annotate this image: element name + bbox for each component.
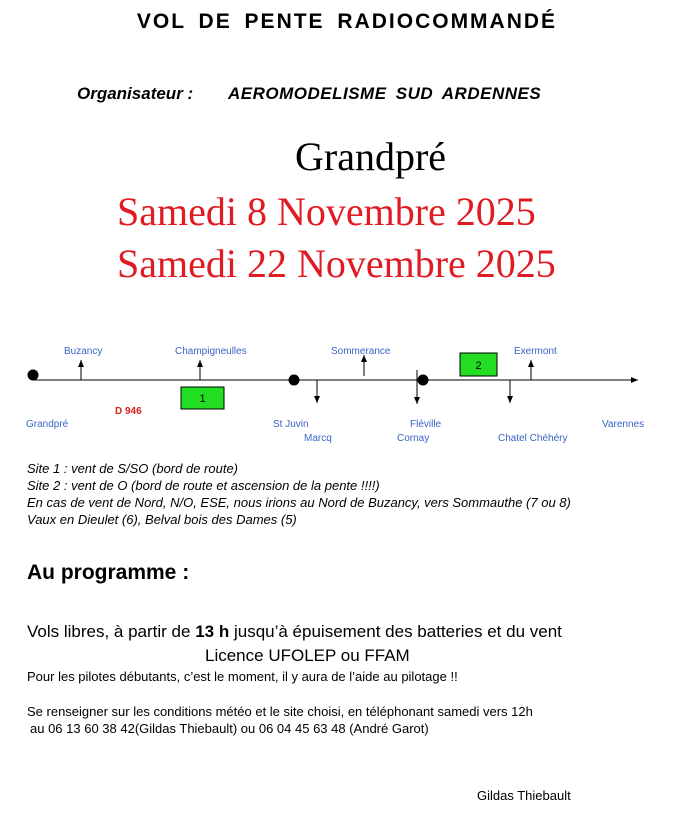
place-chatel-chehery: Chatel Chéhéry — [498, 433, 568, 444]
event-city: Grandpré — [295, 134, 447, 179]
place-marcq: Marcq — [304, 433, 332, 444]
programme-heading: Au programme : — [27, 561, 190, 584]
site-1-number: 1 — [199, 393, 206, 405]
place-buzancy: Buzancy — [64, 346, 103, 357]
contact-line-2: au 06 13 60 38 42(Gildas Thiebault) ou 06 04 45 63 48 (André Garot) — [30, 721, 429, 736]
programme-pilotes: Pour les pilotes débutants, c’est le moment, il y aura de l’aide au pilotage !! — [27, 669, 458, 684]
document-title: VOL DE PENTE RADIOCOMMANDÉ — [136, 10, 558, 33]
event-date-2: Samedi 22 Novembre 2025 — [117, 241, 556, 286]
contact-line-1: Se renseigner sur les conditions météo et le site choisi, en téléphonant samedi vers 12h — [27, 704, 533, 719]
programme-licence: Licence UFOLEP ou FFAM — [205, 646, 410, 665]
note-alternatives: Vaux en Dieulet (6), Belval bois des Dames (5) — [27, 512, 297, 527]
place-varennes: Varennes — [602, 419, 645, 430]
note-site-1: Site 1 : vent de S/SO (bord de route) — [27, 461, 239, 476]
place-sommerance: Sommerance — [331, 346, 391, 357]
place-champigneulles: Champigneulles — [175, 346, 247, 357]
place-cornay: Cornay — [397, 433, 430, 444]
fleville-dot — [418, 375, 429, 386]
note-north-wind: En cas de vent de Nord, N/O, ESE, nous irions au Nord de Buzancy, vers Sommauthe (7 ou 8) — [27, 495, 571, 510]
event-date-1: Samedi 8 Novembre 2025 — [117, 189, 536, 234]
programme-vols — [27, 622, 562, 642]
st-juvin-dot — [289, 375, 300, 386]
site-notes — [27, 460, 571, 528]
vols-text-before: Vols libres, à partir de — [27, 622, 196, 641]
grandpre-dot — [28, 370, 39, 381]
note-site-2: Site 2 : vent de O (bord de route et ascension de la pente !!!!) — [27, 478, 380, 493]
place-grandpre: Grandpré — [26, 419, 69, 430]
vols-time: 13 h — [195, 622, 230, 641]
vols-text-after: jusqu’à épuisement des batteries et du vent — [229, 622, 562, 641]
signature: Gildas Thiebault — [477, 788, 571, 803]
organizer-name: AEROMODELISME SUD ARDENNES — [228, 84, 542, 103]
place-st-juvin: St Juvin — [273, 419, 309, 430]
route-map — [0, 330, 682, 455]
site-2-number: 2 — [475, 360, 482, 372]
place-exermont: Exermont — [514, 346, 557, 357]
road-label: D 946 — [115, 406, 142, 417]
organizer-label: Organisateur : — [77, 84, 194, 103]
place-fleville: Fléville — [410, 419, 442, 430]
